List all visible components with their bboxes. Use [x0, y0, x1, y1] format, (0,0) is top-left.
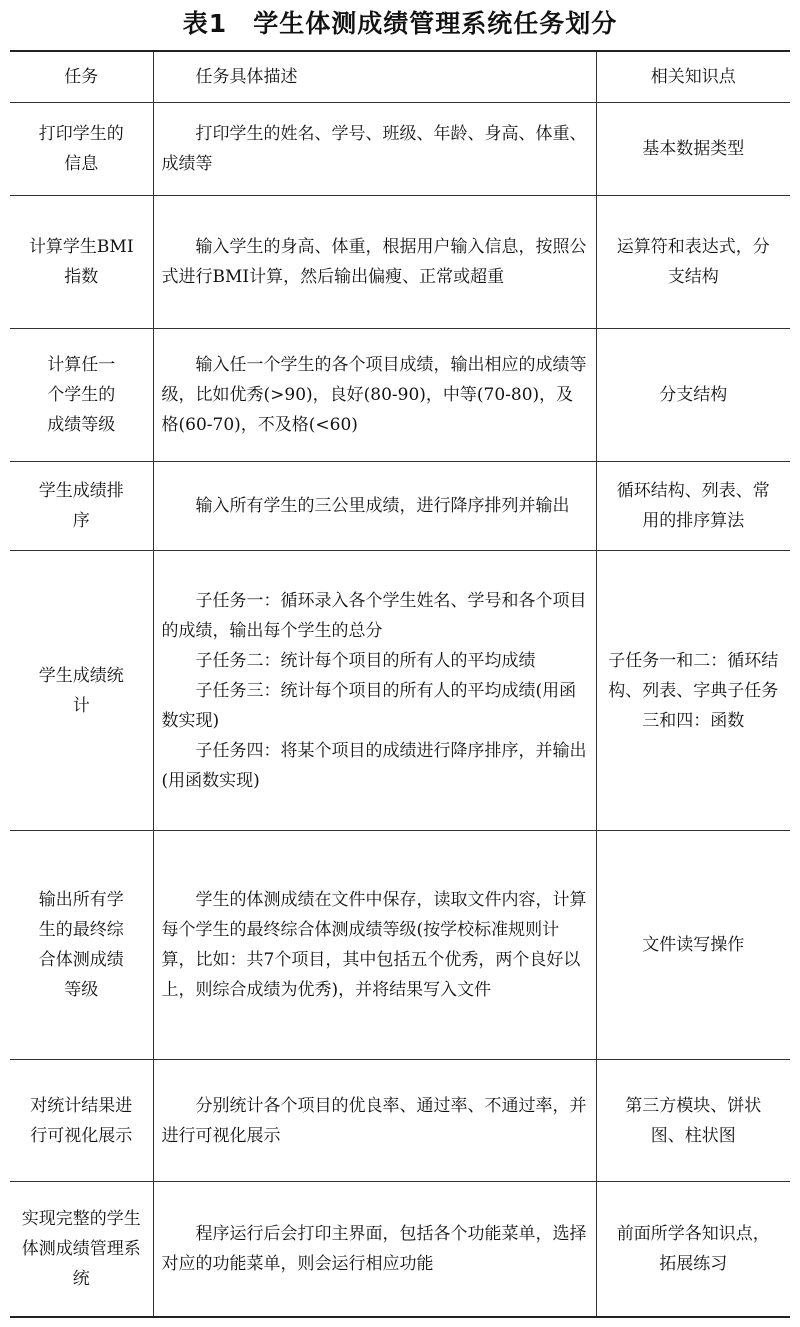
desc-line: 学生的体测成绩在文件中保存，读取文件内容，计算每个学生的最终综合体测成绩等级(按学校标准规则计算，比如：共7个项目，其中包括五个优秀，两个良好以上，则综合成绩为优秀)，并将结果写入文件: [161, 890, 587, 1000]
task-table: [10, 50, 790, 1318]
table-row: [10, 196, 790, 329]
table-title: 表1 学生体测成绩管理系统任务划分: [182, 9, 618, 38]
table-row: [10, 1060, 790, 1182]
desc-line: 分别统计各个项目的优良率、通过率、不通过率，并进行可视化展示: [161, 1095, 587, 1146]
table-row: [10, 462, 790, 551]
task-cell: 输出所有学生的最终综合体测成绩等级: [10, 831, 153, 1060]
desc-line: 打印学生的姓名、学号、班级、年龄、身高、体重、成绩等: [161, 124, 587, 174]
knowledge-cell: 基本数据类型: [596, 103, 790, 196]
header-knowledge: 相关知识点: [596, 51, 790, 103]
table-row: [10, 831, 790, 1060]
task-cell: 对统计结果进行可视化展示: [10, 1060, 153, 1182]
desc-line: 输入所有学生的三公里成绩，进行降序排列并输出: [195, 496, 570, 516]
desc-cell: [153, 831, 596, 1060]
desc-cell: [153, 196, 596, 329]
desc-line: 子任务二：统计每个项目的所有人的平均成绩: [195, 650, 536, 671]
desc-cell: [153, 551, 596, 831]
table-row: [10, 551, 790, 831]
desc-cell: [153, 1060, 596, 1182]
knowledge-cell: 子任务一和二：循环结构、列表、字典子任务三和四：函数: [596, 551, 790, 831]
table-row: [10, 1182, 790, 1317]
header-task: 任务: [10, 51, 153, 103]
header-desc: 任务具体描述: [153, 51, 596, 103]
desc-cell: [153, 462, 596, 551]
desc-line: 输入任一个学生的各个项目成绩，输出相应的成绩等级，比如优秀(>90)，良好(80-90)，中等(70-80)，及格(60-70)，不及格(<60): [161, 355, 587, 435]
desc-cell: [153, 329, 596, 462]
task-cell: 计算学生BMI指数: [10, 196, 153, 329]
task-cell: 计算任一个学生的成绩等级: [10, 329, 153, 462]
desc-cell: [153, 1182, 596, 1317]
desc-line: 子任务三：统计每个项目的所有人的平均成绩(用函数实现): [161, 680, 577, 731]
table-row: [10, 329, 790, 462]
task-cell: 学生成绩排序: [10, 462, 153, 551]
desc-line: 子任务四：将某个项目的成绩进行降序排序，并输出(用函数实现): [161, 740, 587, 791]
table-row: [10, 103, 790, 196]
header-row: [10, 51, 790, 103]
task-cell: 打印学生的信息: [10, 103, 153, 196]
task-cell: 学生成绩统计: [10, 551, 153, 831]
knowledge-cell: 循环结构、列表、常用的排序算法: [596, 462, 790, 551]
desc-line: 输入学生的身高、体重，根据用户输入信息，按照公式进行BMI计算，然后输出偏瘦、正常或超重: [161, 237, 587, 287]
knowledge-cell: 文件读写操作: [596, 831, 790, 1060]
desc-line: 子任务一：循环录入各个学生姓名、学号和各个项目的成绩，输出每个学生的总分: [161, 590, 587, 641]
desc-line: 程序运行后会打印主界面，包括各个功能菜单，选择对应的功能菜单，则会运行相应功能: [161, 1223, 587, 1274]
task-cell: 实现完整的学生体测成绩管理系统: [10, 1182, 153, 1317]
knowledge-cell: 第三方模块、饼状图、柱状图: [596, 1060, 790, 1182]
knowledge-cell: 运算符和表达式，分支结构: [596, 196, 790, 329]
knowledge-cell: 前面所学各知识点，拓展练习: [596, 1182, 790, 1317]
knowledge-cell: 分支结构: [596, 329, 790, 462]
desc-cell: [153, 103, 596, 196]
